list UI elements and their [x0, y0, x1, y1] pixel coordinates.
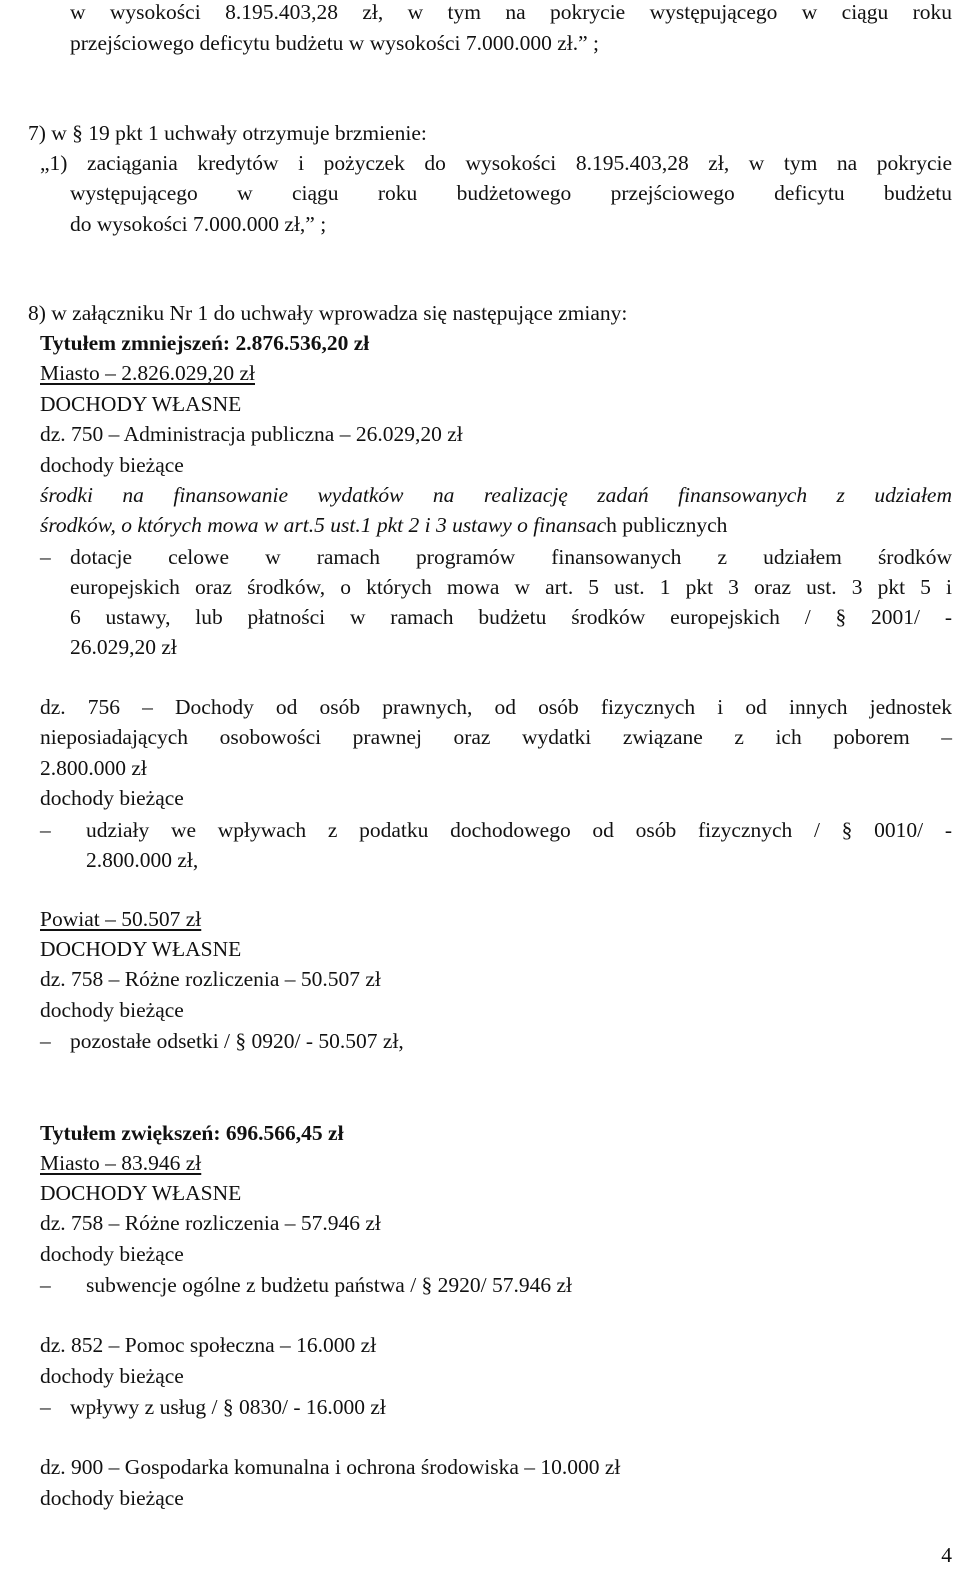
- pit-share-line: 2.800.000 zł,: [86, 848, 199, 872]
- current-income-label: dochody bieżące: [40, 453, 184, 477]
- own-income-label: DOCHODY WŁASNE: [40, 937, 242, 961]
- page-number: 4: [941, 1543, 952, 1567]
- section-dz758: dz. 758 – Różne rozliczenia – 57.946 zł: [40, 1211, 381, 1235]
- list-dash: –: [40, 1029, 51, 1053]
- eu-funds-italic-part: środków, o których mowa w art.5 ust.1 pkt 2 i 3 ustawy o finansac: [40, 513, 607, 537]
- services-line: wpływy z usług / § 0830/ - 16.000 zł: [70, 1395, 386, 1419]
- powiat-reduction: Powiat – 50.507 zł: [40, 907, 202, 931]
- section-dz852: dz. 852 – Pomoc społeczna – 16.000 zł: [40, 1333, 377, 1357]
- eu-funds-regular-part: h publicznych: [606, 513, 728, 537]
- section-dz756: dz. 756 – Dochody od osób prawnych, od osób fizycznych i od innych jednostek: [40, 695, 952, 719]
- list-dash: –: [40, 818, 51, 842]
- item-7-line: występującego w ciągu roku budżetowego przejściowego deficytu budżetu: [70, 181, 952, 205]
- miasto-increase: Miasto – 83.946 zł: [40, 1151, 202, 1175]
- item-7-lead: 7) w § 19 pkt 1 uchwały otrzymuje brzmienie:: [28, 121, 427, 145]
- increases-heading: Tytułem zwiększeń: 696.566,45 zł: [40, 1121, 344, 1145]
- current-income-label: dochody bieżące: [40, 1242, 184, 1266]
- grants-line: dotacje celowe w ramach programów finansowanych z udziałem środków: [70, 545, 952, 569]
- reductions-heading: Tytułem zmniejszeń: 2.876.536,20 zł: [40, 331, 370, 355]
- item-7-line: „1) zaciągania kredytów i pożyczek do wysokości 8.195.403,28 zł, w tym na pokrycie: [40, 151, 952, 175]
- section-dz900: dz. 900 – Gospodarka komunalna i ochrona środowiska – 10.000 zł: [40, 1455, 621, 1479]
- item-8-lead: 8) w załączniku Nr 1 do uchwały wprowadza się następujące zmiany:: [28, 301, 628, 325]
- interest-line: pozostałe odsetki / § 0920/ - 50.507 zł,: [70, 1029, 404, 1053]
- current-income-label: dochody bieżące: [40, 998, 184, 1022]
- section-dz758: dz. 758 – Różne rozliczenia – 50.507 zł: [40, 967, 381, 991]
- grants-line: 6 ustawy, lub płatności w ramach budżetu środków europejskich / § 2001/ -: [70, 605, 952, 629]
- grants-line: europejskich oraz środków, o których mowa w art. 5 ust. 1 pkt 3 oraz ust. 3 pkt 5 i: [70, 575, 952, 599]
- list-dash: –: [40, 545, 51, 569]
- eu-funds-line: środki na finansowanie wydatków na realizację zadań finansowanych z udziałem: [40, 483, 952, 507]
- list-dash: –: [40, 1273, 51, 1297]
- section-dz750: dz. 750 – Administracja publiczna – 26.029,20 zł: [40, 422, 463, 446]
- pit-share-line: udziały we wpływach z podatku dochodowego od osób fizycznych / § 0010/ -: [86, 818, 952, 842]
- miasto-reduction: Miasto – 2.826.029,20 zł: [40, 361, 255, 385]
- item-7-line: do wysokości 7.000.000 zł,” ;: [70, 212, 327, 236]
- body-text-line: przejściowego deficytu budżetu w wysokości 7.000.000 zł.” ;: [70, 31, 600, 55]
- eu-funds-line: [40, 510, 727, 540]
- grants-line: 26.029,20 zł: [70, 635, 177, 659]
- list-dash: –: [40, 1395, 51, 1419]
- subsidy-line: subwencje ogólne z budżetu państwa / § 2920/ 57.946 zł: [86, 1273, 573, 1297]
- section-dz756: nieposiadających osobowości prawnej oraz wydatki związane z ich poborem –: [40, 725, 952, 749]
- own-income-label: DOCHODY WŁASNE: [40, 1181, 242, 1205]
- body-text-line: w wysokości 8.195.403,28 zł, w tym na pokrycie występującego w ciągu roku: [70, 0, 952, 24]
- current-income-label: dochody bieżące: [40, 786, 184, 810]
- current-income-label: dochody bieżące: [40, 1486, 184, 1510]
- own-income-label: DOCHODY WŁASNE: [40, 392, 242, 416]
- current-income-label: dochody bieżące: [40, 1364, 184, 1388]
- section-dz756: 2.800.000 zł: [40, 756, 147, 780]
